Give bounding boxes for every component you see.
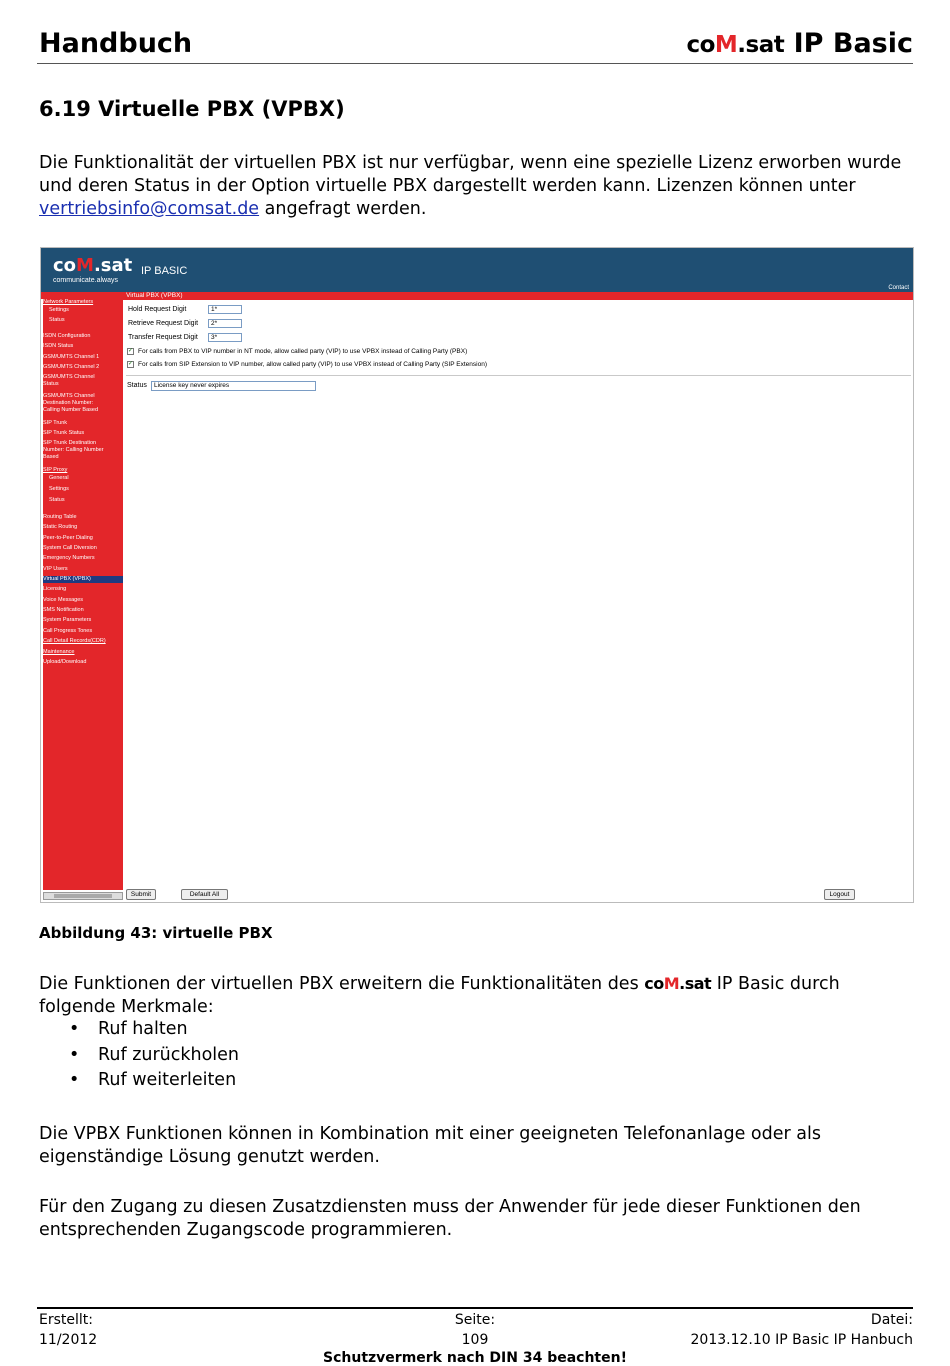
retrieve-digit-label: Retrieve Request Digit [128, 320, 199, 327]
form-divider [126, 375, 911, 376]
protection-notice: Schutzvermerk nach DIN 34 beachten! [323, 1350, 627, 1366]
nav-gsm-channel-status[interactable]: GSM/UMTS Channel Status [43, 374, 95, 387]
nav-gsm-channel-1[interactable]: GSM/UMTS Channel 1 [43, 354, 100, 360]
footer-divider [37, 1307, 913, 1309]
nav-system-parameters[interactable]: System Parameters [43, 617, 92, 623]
nav-static-routing[interactable]: Static Routing [43, 524, 78, 530]
combination-paragraph: Die VPBX Funktionen können in Kombination mit einer geeigneten Telefonanlage oder als eigenständige Lösung genutzt werden. [39, 1124, 821, 1167]
submit-button[interactable]: Submit [126, 889, 156, 900]
hold-digit-input[interactable]: 1* [208, 305, 242, 314]
nav-network-settings[interactable]: Settings [49, 307, 69, 313]
nav-isdn-configuration[interactable]: ISDN Configuration [43, 333, 91, 339]
nav-sip-trunk-destination-number[interactable]: SIP Trunk Destination Number: Calling Number Based [43, 440, 104, 460]
hold-digit-label: Hold Request Digit [128, 306, 187, 313]
features-intro: Die Funktionen der virtuellen PBX erweitern die Funktionalitäten des coM.sat IP Basic durch folgende Merkmale: [39, 974, 840, 1017]
nav-voice-messages[interactable]: Voice Messages [43, 597, 84, 603]
created-label: Erstellt: [39, 1312, 93, 1328]
sip-vip-checkbox[interactable]: ✓ [128, 361, 134, 367]
pbx-vip-checkbox[interactable]: ✓ [128, 348, 134, 354]
nav-isdn-status[interactable]: ISDN Status [43, 343, 74, 349]
nav-sip-proxy-settings[interactable]: Settings [49, 486, 69, 492]
license-status-field: License key never expires [151, 381, 316, 391]
inline-brand-logo: coM.sat [644, 974, 712, 993]
document-header-title: Handbuch [39, 28, 193, 59]
nav-sms-notification[interactable]: SMS Notification [43, 607, 84, 613]
default-all-button[interactable]: Default All [181, 889, 228, 900]
logout-button[interactable]: Logout [824, 889, 855, 900]
created-value: 11/2012 [39, 1332, 98, 1348]
feature-list [39, 1019, 239, 1096]
nav-network-status[interactable]: Status [49, 317, 65, 323]
list-item: • Ruf zurückholen [69, 1044, 240, 1065]
file-label: Datei: [870, 1312, 913, 1328]
nav-sip-proxy[interactable]: SIP Proxy [43, 467, 68, 473]
tagline: communicate.always [53, 277, 118, 284]
header-divider [37, 63, 913, 64]
nav-sip-trunk-status[interactable]: SIP Trunk Status [43, 430, 85, 436]
contact-link[interactable]: Contact [888, 285, 909, 291]
transfer-digit-input[interactable]: 3* [208, 333, 242, 342]
nav-call-detail-records[interactable]: Call Detail Records(CDR) [43, 638, 106, 644]
nav-gsm-channel-2[interactable]: GSM/UMTS Channel 2 [43, 364, 100, 370]
nav-gsm-destination-number[interactable]: GSM/UMTS Channel Destination Number: Calling Number Based [43, 393, 99, 413]
nav-upload-download[interactable]: Upload/Download [43, 659, 87, 665]
comsat-logo: coM.sat [53, 255, 133, 276]
access-code-paragraph: Für den Zugang zu diesen Zusatzdiensten muss der Anwender für jede dieser Funktionen den entsprechenden Zugangscode programmieren. [39, 1197, 861, 1240]
status-label: Status [127, 382, 147, 389]
intro-paragraph: Die Funktionalität der virtuellen PBX ist nur verfügbar, wenn eine spezielle Lizenz erworben wurde und deren Status in der Option virtuelle PBX dargestellt werden kann. Lizenzen können unter vertriebsinfo@comsat.de angefragt werden. [39, 153, 902, 219]
nav-vip-users[interactable]: VIP Users [43, 566, 68, 572]
figure-caption: Abbildung 43: virtuelle PBX [39, 924, 273, 942]
nav-call-progress-tones[interactable]: Call Progress Tones [43, 628, 93, 634]
nav-network-parameters[interactable]: Network Parameters [43, 299, 94, 305]
nav-routing-table[interactable]: Routing Table [43, 514, 77, 520]
retrieve-digit-input[interactable]: 2* [208, 319, 242, 328]
sip-vip-checkbox-label: For calls from SIP Extension to VIP number, allow called party (VIP) to use VPBX instead of Calling Party (SIP Extension) [138, 361, 487, 368]
nav-sip-proxy-general[interactable]: General [49, 475, 69, 481]
section-title: 6.19 Virtuelle PBX (VPBX) [39, 97, 345, 121]
sales-email-link[interactable]: vertriebsinfo@comsat.de [39, 199, 260, 219]
nav-maintenance[interactable]: Maintenance [43, 649, 75, 655]
file-value: 2013.12.10 IP Basic IP Hanbuch [690, 1332, 913, 1348]
nav-system-call-diversion[interactable]: System Call Diversion [43, 545, 97, 551]
nav-sip-trunk[interactable]: SIP Trunk [43, 420, 68, 426]
nav-licensing[interactable]: Licensing [43, 586, 67, 592]
list-item: • Ruf weiterleiten [69, 1070, 237, 1090]
transfer-digit-label: Transfer Request Digit [128, 334, 198, 341]
sidebar-scrollbar[interactable] [43, 892, 123, 900]
pbx-vip-checkbox-label: For calls from PBX to VIP number in NT mode, allow called party (VIP) to use VPBX instead of Calling Party (PBX) [138, 348, 468, 355]
page-label: Seite: [454, 1312, 496, 1328]
product-label: IP BASIC [141, 265, 188, 277]
nav-sip-proxy-status[interactable]: Status [49, 497, 65, 503]
product-name: IP Basic [784, 28, 913, 59]
content-title-bar: Virtual PBX (VPBX) [123, 292, 914, 300]
brand-header [686, 28, 913, 59]
brand-logo: coM.sat [686, 32, 785, 58]
nav-emergency-numbers[interactable]: Emergency Numbers [43, 555, 95, 561]
app-header-bar [41, 248, 914, 292]
vpbx-screenshot [40, 247, 914, 903]
nav-sidebar [43, 299, 123, 890]
nav-peer-to-peer-dialing[interactable]: Peer-to-Peer Dialing [43, 535, 93, 541]
scrollbar-thumb[interactable] [54, 894, 112, 898]
list-item: • Ruf halten [69, 1019, 188, 1039]
nav-virtual-pbx[interactable]: Virtual PBX (VPBX) [43, 576, 123, 583]
page-number: 109 [461, 1332, 489, 1348]
